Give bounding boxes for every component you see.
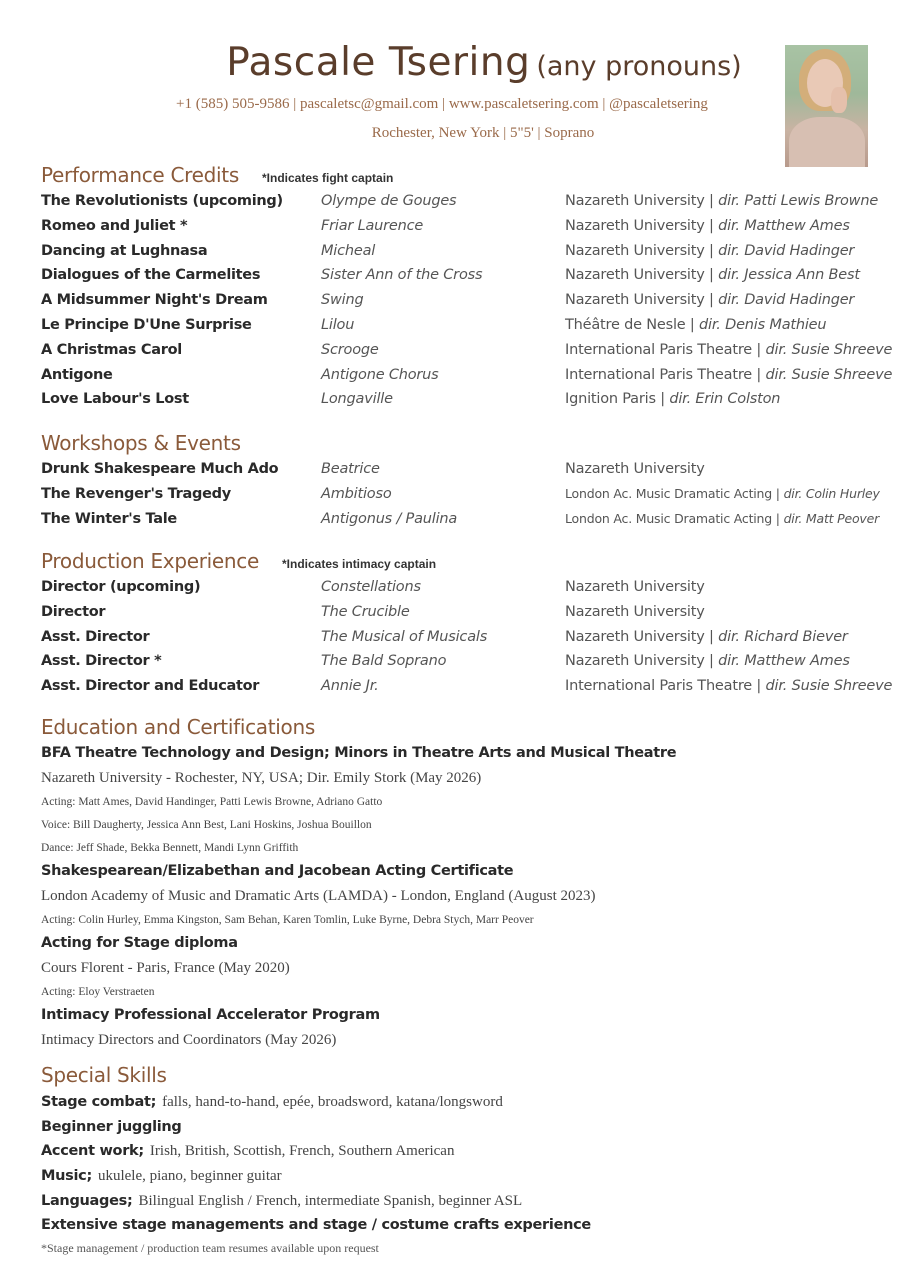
education-heading: Acting for Stage diploma: [41, 935, 238, 951]
credit-director: dir. Matt Peover: [783, 510, 880, 526]
headshot-photo: [785, 45, 868, 167]
credit-role: Lilou: [321, 317, 355, 333]
credit-venue: Nazareth University |: [565, 292, 719, 309]
table-row: [0, 486, 918, 510]
skill-item: [41, 1216, 591, 1233]
credit-venue-cell: [565, 653, 850, 669]
credit-title: Romeo and Juliet *: [41, 217, 188, 234]
credit-venue-cell: [565, 461, 705, 477]
credit-venue-cell: [565, 367, 892, 383]
credit-venue-cell: [565, 342, 892, 358]
credit-title: The Revenger's Tragedy: [41, 485, 231, 502]
credit-director: dir. Matthew Ames: [718, 653, 850, 670]
skills-title: Special Skills: [41, 1063, 167, 1087]
stats-info: Rochester, New York | 5"5' | Soprano: [371, 125, 595, 141]
skill-item: [41, 1167, 282, 1185]
credit-venue: International Paris Theatre |: [565, 678, 766, 695]
credit-venue-cell: [565, 267, 860, 283]
performance-title: Performance Credits: [41, 163, 239, 187]
table-row: [0, 317, 918, 341]
education-title: Education and Certifications: [41, 715, 315, 739]
table-row: [0, 218, 918, 242]
table-row: [0, 391, 918, 415]
credit-role: Antigone Chorus: [321, 366, 439, 383]
credit-role: The Bald Soprano: [321, 653, 447, 670]
credit-title: Drunk Shakespeare Much Ado: [41, 461, 279, 477]
credit-role: Constellations: [321, 579, 421, 595]
credit-title: Director: [41, 603, 106, 620]
credit-director: dir. Matthew Ames: [718, 217, 850, 234]
credit-title: Asst. Director and Educator: [41, 678, 260, 695]
education-heading: Intimacy Professional Accelerator Program: [41, 1007, 380, 1023]
education-detail: Dance: Jeff Shade, Bekka Bennett, Mandi Lynn Griffith: [41, 842, 299, 854]
education-detail: Intimacy Directors and Coordinators (May 2026): [41, 1032, 337, 1048]
photo-body: [789, 117, 865, 167]
credit-director: dir. Jessica Ann Best: [718, 267, 860, 284]
skill-value: Irish, British, Scottish, French, Southern American: [149, 1143, 455, 1159]
table-row: [0, 579, 918, 603]
credit-venue-cell: [565, 218, 850, 234]
credit-director: dir. Susie Shreeve: [765, 341, 893, 358]
credit-title: Asst. Director: [41, 628, 150, 645]
credit-venue-cell: [565, 486, 880, 501]
skill-label: Languages;: [41, 1193, 133, 1209]
table-row: [0, 629, 918, 653]
footnote: *Stage management / production team resumes available upon request: [41, 1241, 379, 1255]
education-detail: Acting: Matt Ames, David Handinger, Patti Lewis Browne, Adriano Gatto: [41, 796, 383, 808]
name-line: [0, 40, 918, 85]
table-row: [0, 653, 918, 677]
credit-role: Olympe de Gouges: [321, 193, 457, 209]
skill-item: [41, 1118, 182, 1135]
table-row: [0, 678, 918, 702]
credit-director: dir. Denis Mathieu: [699, 317, 827, 333]
education-heading: BFA Theatre Technology and Design; Minors in Theatre Arts and Musical Theatre: [41, 745, 677, 761]
education-detail: Acting: Eloy Verstraeten: [41, 986, 155, 998]
name: Pascale Tsering: [226, 40, 531, 85]
credit-role: Antigonus / Paulina: [321, 510, 458, 527]
credit-venue-cell: [565, 391, 780, 407]
credit-role: Swing: [321, 292, 364, 309]
skill-label: Beginner juggling: [41, 1119, 182, 1135]
credit-title: Asst. Director *: [41, 653, 162, 670]
credit-title: Le Principe D'Une Surprise: [41, 317, 252, 333]
skill-value: falls, hand-to-hand, epée, broadsword, katana/longsword: [162, 1094, 503, 1110]
credit-title: The Revolutionists (upcoming): [41, 193, 283, 209]
skill-label: Music;: [41, 1168, 92, 1184]
pronouns: (any pronouns): [536, 51, 742, 82]
credit-venue-cell: [565, 604, 705, 620]
credit-director: dir. Erin Colston: [669, 391, 781, 408]
credit-title: A Christmas Carol: [41, 341, 182, 358]
credit-role: Micheal: [321, 242, 376, 259]
education-heading: Shakespearean/Elizabethan and Jacobean Acting Certificate: [41, 863, 514, 879]
credit-role: Ambitioso: [321, 485, 392, 502]
credit-venue: International Paris Theatre |: [565, 341, 766, 358]
credit-role: Annie Jr.: [321, 678, 379, 695]
fight-captain-note: *Indicates fight captain: [262, 171, 394, 185]
credit-role: The Crucible: [321, 603, 410, 620]
credit-venue: Nazareth University |: [565, 242, 719, 259]
credit-venue: London Ac. Music Dramatic Acting |: [565, 485, 784, 501]
credit-role: Longaville: [321, 391, 393, 408]
credit-director: dir. Richard Biever: [718, 628, 848, 645]
credit-director: dir. Patti Lewis Browne: [718, 193, 879, 209]
credit-title: A Midsummer Night's Dream: [41, 292, 268, 309]
intimacy-captain-note: *Indicates intimacy captain: [282, 557, 437, 571]
credit-venue-cell: [565, 579, 705, 595]
skill-value: Bilingual English / French, intermediate Spanish, beginner ASL: [138, 1193, 523, 1209]
table-row: [0, 511, 918, 535]
credit-venue-cell: [565, 317, 826, 333]
skill-item: [41, 1093, 503, 1111]
credit-director: dir. Colin Hurley: [783, 485, 880, 501]
education-detail: Voice: Bill Daugherty, Jessica Ann Best, Lani Hoskins, Joshua Bouillon: [41, 819, 372, 831]
credit-role: Beatrice: [321, 461, 380, 477]
contact-info: +1 (585) 505-9586 | pascaletsc@gmail.com | www.pascaletsering.com | @pascaletsering: [176, 96, 708, 112]
credit-director: dir. David Hadinger: [718, 292, 855, 309]
credit-venue: Nazareth University |: [565, 193, 719, 209]
table-row: [0, 367, 918, 391]
table-row: [0, 461, 918, 485]
credit-director: dir. Susie Shreeve: [765, 366, 893, 383]
skill-label: Extensive stage managements and stage / costume crafts experience: [41, 1217, 591, 1233]
credit-venue-cell: [565, 678, 892, 694]
skill-item: [41, 1192, 522, 1210]
credit-venue: Théâtre de Nesle |: [565, 317, 700, 333]
credit-title: Antigone: [41, 366, 113, 383]
credit-venue-cell: [565, 243, 854, 259]
education-detail: Cours Florent - Paris, France (May 2020): [41, 960, 290, 976]
credit-director: dir. David Hadinger: [718, 242, 855, 259]
credit-venue-cell: [565, 511, 879, 526]
table-row: [0, 292, 918, 316]
education-detail: London Academy of Music and Dramatic Arts (LAMDA) - London, England (August 2023): [41, 888, 596, 904]
table-row: [0, 193, 918, 217]
credit-role: Friar Laurence: [321, 217, 424, 234]
credit-role: Sister Ann of the Cross: [321, 267, 483, 284]
table-row: [0, 342, 918, 366]
table-row: [0, 243, 918, 267]
credit-role: Scrooge: [321, 341, 379, 358]
credit-venue: International Paris Theatre |: [565, 366, 766, 383]
credit-venue-cell: [565, 292, 854, 308]
credit-venue: London Ac. Music Dramatic Acting |: [565, 510, 784, 526]
credit-venue-cell: [565, 629, 848, 645]
credit-director: dir. Susie Shreeve: [765, 678, 893, 695]
credit-venue: Nazareth University: [565, 603, 705, 620]
skill-item: [41, 1142, 454, 1160]
production-title: Production Experience: [41, 549, 259, 573]
credit-venue: Nazareth University |: [565, 217, 719, 234]
credit-role: The Musical of Musicals: [321, 628, 488, 645]
workshops-title: Workshops & Events: [41, 431, 241, 455]
table-row: [0, 604, 918, 628]
credit-venue: Nazareth University |: [565, 628, 719, 645]
photo-hand: [831, 87, 847, 113]
credit-venue: Nazareth University: [565, 461, 705, 477]
education-detail: Nazareth University - Rochester, NY, USA; Dir. Emily Stork (May 2026): [41, 770, 482, 786]
education-detail: Acting: Colin Hurley, Emma Kingston, Sam Behan, Karen Tomlin, Luke Byrne, Debra Stych, Marr Peover: [41, 914, 534, 926]
credit-title: The Winter's Tale: [41, 510, 177, 527]
table-row: [0, 267, 918, 291]
credit-title: Director (upcoming): [41, 579, 201, 595]
credit-venue-cell: [565, 193, 878, 209]
credit-venue: Nazareth University |: [565, 653, 719, 670]
credit-venue: Ignition Paris |: [565, 391, 670, 408]
credit-title: Dancing at Lughnasa: [41, 242, 208, 259]
skill-label: Stage combat;: [41, 1094, 157, 1110]
skill-value: ukulele, piano, beginner guitar: [97, 1168, 282, 1184]
credit-title: Love Labour's Lost: [41, 391, 189, 408]
credit-venue: Nazareth University |: [565, 267, 719, 284]
skill-label: Accent work;: [41, 1143, 144, 1159]
credit-title: Dialogues of the Carmelites: [41, 267, 261, 284]
credit-venue: Nazareth University: [565, 579, 705, 595]
